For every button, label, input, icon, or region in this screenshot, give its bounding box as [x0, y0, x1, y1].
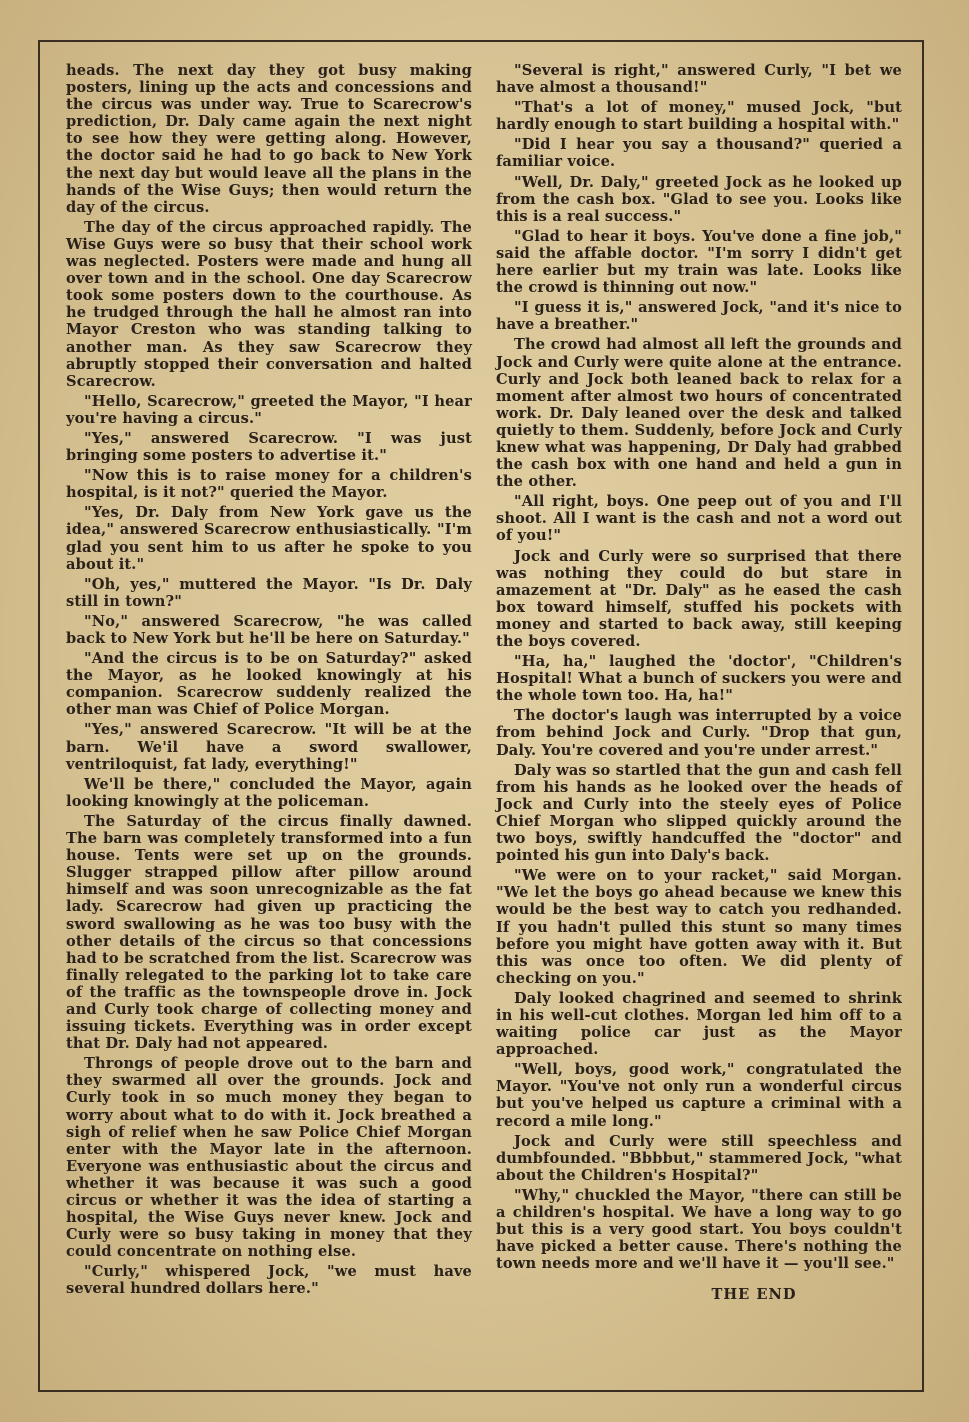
paragraph: "Glad to hear it boys. You've done a fine job," said the affable doctor. "I'm sorry I didn't get here earlier but my train was late. Looks like the crowd is thinning out now." — [496, 227, 902, 297]
paragraph: "I guess it is," answered Jock, "and it's nice to have a breather." — [496, 299, 902, 334]
paragraph: "Why," chuckled the Mayor, "there can still be a children's hospital. We have a long way to go but this is a very good start. You boys couldn't have picked a better cause. There's nothing the town needs more and we'll have it — you'll see." — [496, 1186, 902, 1273]
paragraph: "All right, boys. One peep out of you and I'll shoot. All I want is the cash and not a word out of you!" — [496, 493, 902, 545]
right-column — [496, 62, 902, 1303]
paragraph: The crowd had almost all left the grounds and Jock and Curly were quite alone at the entrance. Curly and Jock both leaned back to relax for a moment after almost two hours of concentrated work. Dr. Daly leaned over the desk and talked quietly to them. Suddenly, before Jock and Curly knew what was happening, Dr Daly had grabbed the cash box with one hand and held a gun in the other. — [496, 336, 902, 491]
paragraph: "No," answered Scarecrow, "he was called back to New York but he'll be here on Saturday." — [66, 612, 472, 647]
paragraph: "Now this is to raise money for a children's hospital, is it not?" queried the Mayor. — [66, 467, 472, 502]
paragraph: We'll be there," concluded the Mayor, again looking knowingly at the policeman. — [66, 775, 472, 810]
paragraph: Daly looked chagrined and seemed to shrink in his well-cut clothes. Morgan led him off to a waiting police car just as the Mayor approached. — [496, 989, 902, 1059]
paragraph: "Did I hear you say a thousand?" queried a familiar voice. — [496, 136, 902, 171]
paragraph: "We were on to your racket," said Morgan. "We let the boys go ahead because we knew this would be the best way to catch you redhanded. If you hadn't pulled this stunt so many times before you might have gotten away with it. But this was once too often. We did plenty of checking on you." — [496, 867, 902, 987]
paragraph: "Yes, Dr. Daly from New York gave us the idea," answered Scarecrow enthusiastically. "I'm glad you sent him to us after he spoke to you about it." — [66, 504, 472, 573]
paragraph: Jock and Curly were still speechless and dumbfounded. "Bbbbut," stammered Jock, "what about the Children's Hospital?" — [496, 1132, 902, 1184]
paragraph: Throngs of people drove out to the barn and they swarmed all over the grounds. Jock and Curly took in so much money they began to worry about what to do with it. Jock breathed a sigh of relief when he saw Police Chief Morgan enter with the Mayor late in the afternoon. Everyone was enthusiastic about the circus and whether it was because it was such a good circus or whether it was the idea of starting a hospital, the Wise Guys never knew. Jock and Curly were so busy taking in money that they could concentrate on nothing else. — [66, 1055, 472, 1261]
paragraph: "Ha, ha," laughed the 'doctor', "Children's Hospital! What a bunch of suckers you were and the whole town too. Ha, ha!" — [496, 653, 902, 705]
paragraph: heads. The next day they got busy making posters, lining up the acts and concessions and the circus was under way. True to Scarecrow's prediction, Dr. Daly came again the next night to see how they were getting along. However, the doctor said he had to go back to New York the next day but would leave all the plans in the hands of the Wise Guys; then would return the day of the circus. — [66, 62, 472, 216]
paragraph: "Well, boys, good work," congratulated the Mayor. "You've not only run a wonderful circus but you've helped us capture a criminal with a record a mile long." — [496, 1061, 902, 1130]
paragraph: "Well, Dr. Daly," greeted Jock as he looked up from the cash box. "Glad to see you. Looks like this is a real success." — [496, 173, 902, 225]
paragraph: "Several is right," answered Curly, "I bet we have almost a thousand!" — [496, 62, 902, 97]
paragraph: "And the circus is to be on Saturday?" asked the Mayor, as he looked knowingly at his companion. Scarecrow suddenly realized the other man was Chief of Police Morgan. — [66, 650, 472, 719]
the-end-label: THE END — [711, 1286, 797, 1304]
paragraph: "Yes," answered Scarecrow. "It will be at the barn. We'il have a sword swallower, ventriloquist, fat lady, everything!" — [66, 721, 472, 773]
paragraph: The Saturday of the circus finally dawned. The barn was completely transformed into a fun house. Tents were set up on the grounds. Slugger strapped pillow after pillow around himself and was soon unrecognizable as the fat lady. Scarecrow had given up practicing the sword swallowing as he was too busy with the other details of the circus so that concessions had to be scratched from the list. Scarecrow was finally relegated to the parking lot to take care of the traffic as the townspeople drove in. Jock and Curly took charge of collecting money and issuing tickets. Everything was in order except that Dr. Daly had not appeared. — [66, 812, 472, 1053]
paragraph: "That's a lot of money," mused Jock, "but hardly enough to start building a hospital with." — [496, 99, 902, 134]
paragraph: Daly was so startled that the gun and cash fell from his hands as he looked over the heads of Jock and Curly into the steely eyes of Police Chief Morgan who slipped quickly around the two boys, swiftly handcuffed the "doctor" and pointed his gun into Daly's back. — [496, 761, 902, 865]
left-column — [66, 62, 472, 1301]
paragraph: "Yes," answered Scarecrow. "I was just bringing some posters to advertise it." — [66, 429, 472, 465]
paragraph: Jock and Curly were so surprised that there was nothing they could do but stare in amazement at "Dr. Daly" as he eased the cash box toward himself, stuffed his pockets with money and started to back away, still keeping the boys covered. — [496, 547, 902, 650]
paragraph: "Oh, yes," muttered the Mayor. "Is Dr. Daly still in town?" — [66, 575, 472, 610]
paragraph: "Curly," whispered Jock, "we must have several hundred dollars here." — [66, 1263, 472, 1298]
paragraph: The day of the circus approached rapidly. The Wise Guys were so busy that their school work was neglected. Posters were made and hung all over town and in the school. One day Scarecrow took some posters down to the courthouse. As he trudged through the hall he almost ran into Mayor Creston who was standing talking to another man. As they saw Scarecrow they abruptly stopped their conversation and halted Scarecrow. — [66, 218, 472, 390]
paragraph: The doctor's laugh was interrupted by a voice from behind Jock and Curly. "Drop that gun, Daly. You're covered and you're under arrest." — [496, 707, 902, 759]
paragraph: "Hello, Scarecrow," greeted the Mayor, "I hear you're having a circus." — [66, 392, 472, 427]
